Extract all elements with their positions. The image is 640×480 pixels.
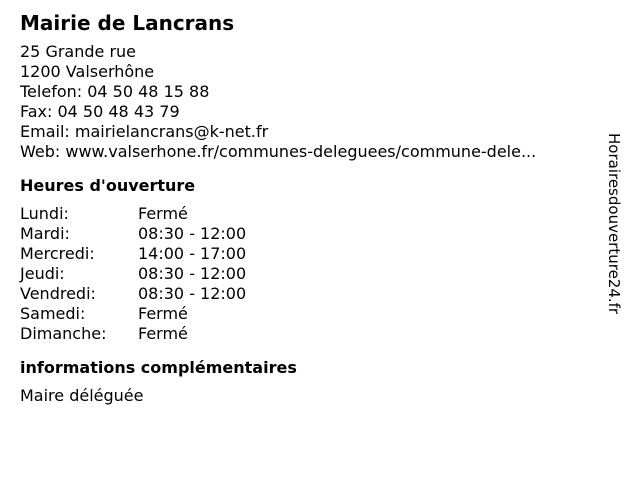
additional-info-text: Maire déléguée [20, 386, 144, 405]
hours-row-sunday [20, 324, 600, 344]
address-city: 1200 Valserhône [20, 62, 155, 81]
hours-day: Samedi: [20, 304, 86, 323]
page-title: Mairie de Lancrans [20, 11, 235, 35]
hours-row-saturday [20, 304, 600, 324]
hours-day: Vendredi: [20, 284, 96, 303]
hours-row-friday [20, 284, 600, 304]
web-line[interactable]: Web: www.valserhone.fr/communes-deleguees/commune-dele... [20, 142, 537, 161]
hours-time: 08:30 - 12:00 [138, 284, 247, 303]
hours-row-wednesday [20, 244, 600, 264]
additional-info-heading: informations complémentaires [20, 358, 297, 377]
hours-day: Mercredi: [20, 244, 95, 263]
hours-time: 08:30 - 12:00 [138, 224, 247, 243]
hours-time: Fermé [138, 304, 188, 323]
hours-day: Lundi: [20, 204, 69, 223]
hours-day: Dimanche: [20, 324, 107, 343]
address-street: 25 Grande rue [20, 42, 137, 61]
hours-row-monday [20, 204, 600, 224]
site-brand-vertical[interactable]: Horairesdouverture24.fr [605, 133, 623, 315]
hours-time: 14:00 - 17:00 [138, 244, 247, 263]
hours-row-tuesday [20, 224, 600, 244]
hours-day: Mardi: [20, 224, 70, 243]
address-block [20, 42, 600, 162]
fax-line: Fax: 04 50 48 43 79 [20, 102, 180, 121]
hours-day: Jeudi: [20, 264, 65, 283]
hours-time: Fermé [138, 324, 188, 343]
opening-hours-table [20, 204, 600, 344]
page-content [20, 10, 600, 406]
hours-row-thursday [20, 264, 600, 284]
hours-time: Fermé [138, 204, 188, 223]
opening-hours-heading: Heures d'ouverture [20, 176, 196, 195]
phone-line[interactable]: Telefon: 04 50 48 15 88 [20, 82, 210, 101]
email-line[interactable]: Email: mairielancrans@k-net.fr [20, 122, 269, 141]
hours-time: 08:30 - 12:00 [138, 264, 247, 283]
